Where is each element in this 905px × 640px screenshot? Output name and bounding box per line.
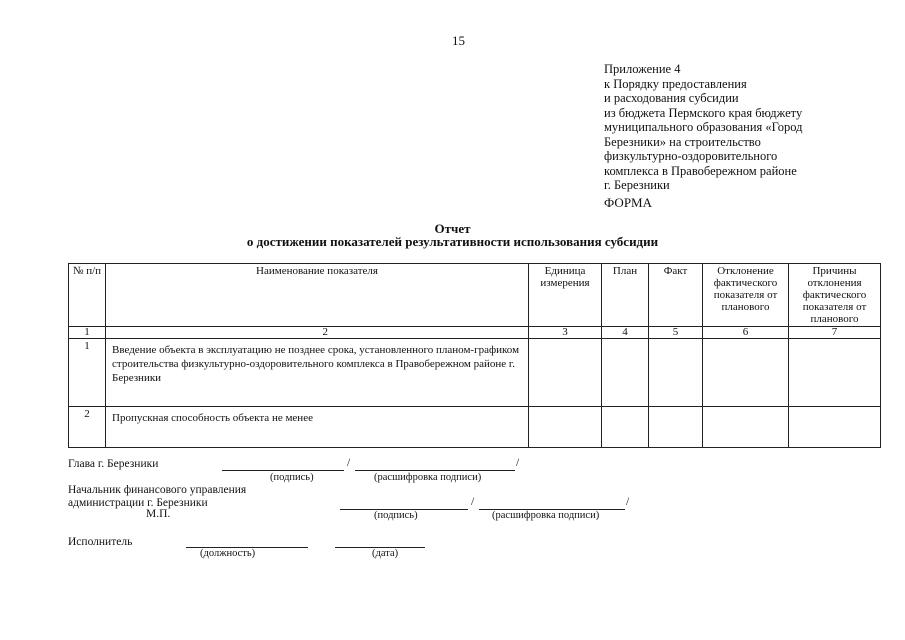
header-deviation: Отклонение фактического показателя от планового: [703, 264, 789, 327]
table-row: [69, 407, 881, 448]
decoding-caption: (расшифровка подписи): [492, 510, 600, 521]
column-number: 4: [602, 327, 649, 339]
slash: /: [347, 457, 351, 469]
column-number: 2: [106, 327, 529, 339]
report-title: Отчет: [434, 221, 471, 236]
report-subtitle: о достижении показателей результативности использования субсидии: [246, 234, 659, 249]
header-fact: Факт: [649, 264, 703, 327]
column-numbers-row: [69, 327, 881, 339]
column-number: 3: [529, 327, 602, 339]
appendix-line: Приложение 4: [604, 62, 681, 76]
header-indicator-name: Наименование показателя: [106, 264, 529, 327]
reasons-cell: [789, 407, 881, 448]
appendix-line: г. Березники: [604, 178, 670, 192]
decoding-caption: (расшифровка подписи): [374, 472, 482, 483]
column-number: 6: [703, 327, 789, 339]
appendix-line: из бюджета Пермского края бюджету: [604, 105, 803, 120]
head-decoding-line: [355, 470, 515, 471]
finance-head-label: Начальник финансового управления: [68, 484, 247, 496]
plan-cell: [602, 407, 649, 448]
column-number: 5: [649, 327, 703, 339]
appendix-line: Березники» на строительство: [604, 134, 761, 149]
header-num: № п/п: [69, 264, 106, 327]
table-row: [69, 339, 881, 407]
appendix-line: муниципального образования «Город: [604, 120, 803, 134]
slash: /: [516, 457, 520, 469]
header-reasons: Причины отклонения фактического показателя от планового: [789, 264, 881, 327]
column-number: 1: [69, 327, 106, 339]
indicator-name: Введение объекта в эксплуатацию не позднее срока, установленного планом-графиком строительства физкультурно-оздоровительного комплекса в Правобережном районе г. Березники: [106, 339, 529, 407]
appendix-line: и расходования субсидии: [604, 91, 739, 105]
row-number: 1: [69, 339, 106, 407]
fact-cell: [649, 339, 703, 407]
unit-cell: [529, 339, 602, 407]
report-table: [68, 263, 881, 448]
table-header-row: [69, 264, 881, 327]
appendix-block: [604, 62, 874, 193]
appendix-line: комплекса в Правобережном районе: [604, 163, 797, 178]
executor-label: Исполнитель: [68, 536, 133, 548]
position-caption: (должность): [200, 548, 256, 559]
header-unit: Единица измерения: [529, 264, 602, 327]
row-number: 2: [69, 407, 106, 448]
stamp-label: М.П.: [146, 508, 171, 520]
appendix-line: физкультурно-оздоровительного: [604, 149, 778, 163]
header-plan: План: [602, 264, 649, 327]
indicator-name: Пропускная способность объекта не менее: [106, 407, 529, 448]
deviation-cell: [703, 407, 789, 448]
slash: /: [626, 496, 630, 508]
appendix-line: к Порядку предоставления: [604, 76, 747, 91]
page-number: 15: [452, 33, 465, 48]
signature-caption: (подпись): [374, 510, 418, 521]
unit-cell: [529, 407, 602, 448]
head-signature-line: [222, 470, 344, 471]
head-label: Глава г. Березники: [68, 458, 159, 470]
slash: /: [471, 496, 475, 508]
form-label: ФОРМА: [604, 195, 652, 210]
finance-admin-label: администрации г. Березники: [68, 497, 208, 509]
signature-caption: (подпись): [270, 472, 314, 483]
date-caption: (дата): [372, 548, 399, 559]
reasons-cell: [789, 339, 881, 407]
column-number: 7: [789, 327, 881, 339]
deviation-cell: [703, 339, 789, 407]
fact-cell: [649, 407, 703, 448]
plan-cell: [602, 339, 649, 407]
